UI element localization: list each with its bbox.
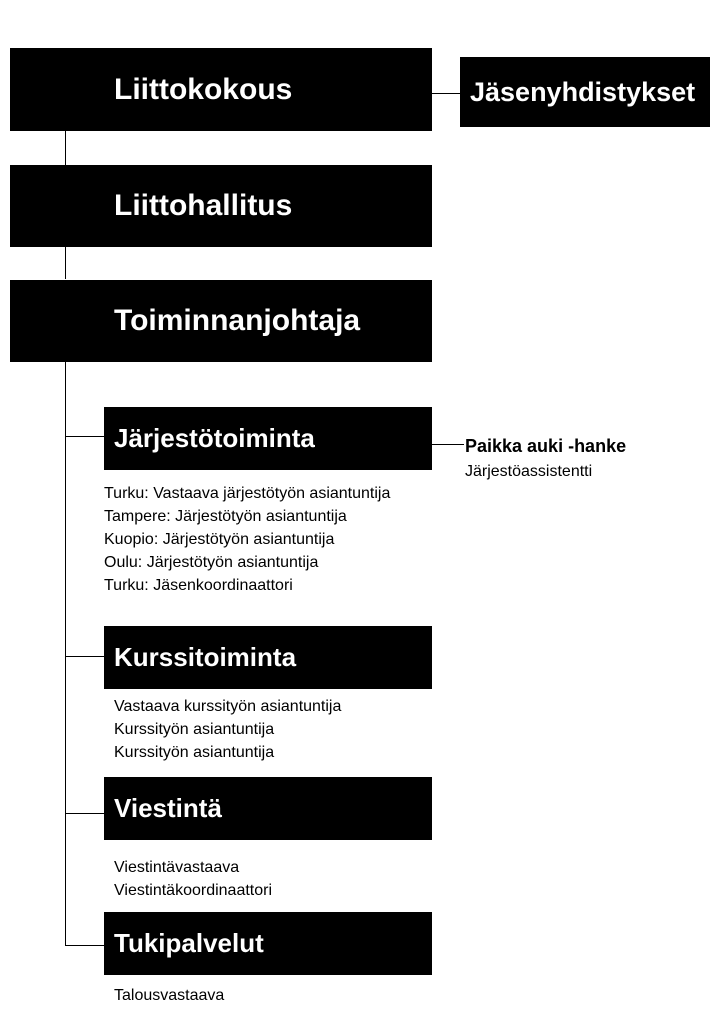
tukipalvelut-box bbox=[104, 912, 432, 975]
connector-tukipalvelut bbox=[65, 945, 104, 946]
kurssitoiminta-box bbox=[104, 626, 432, 689]
staff-item: Turku: Jäsenkoordinaattori bbox=[104, 577, 293, 594]
tukipalvelut-staff-list bbox=[114, 984, 224, 1007]
jarjestotoiminta-staff-list bbox=[104, 482, 390, 597]
kurssitoiminta-staff-list bbox=[114, 695, 341, 764]
jarjestotoiminta-label: Järjestötoiminta bbox=[114, 423, 315, 453]
trunk-line-main bbox=[65, 362, 66, 946]
tukipalvelut-label: Tukipalvelut bbox=[114, 928, 264, 958]
connector-paikka-auki bbox=[432, 444, 464, 445]
staff-item: Viestintäkoordinaattori bbox=[114, 882, 273, 899]
staff-item: Viestintävastaava bbox=[114, 859, 240, 876]
staff-item: Vastaava kurssityön asiantuntija bbox=[114, 698, 342, 715]
connector-kurssitoiminta bbox=[65, 656, 104, 657]
staff-item: Turku: Vastaava järjestötyön asiantuntija bbox=[104, 485, 391, 502]
kurssitoiminta-label: Kurssitoiminta bbox=[114, 642, 297, 672]
jarjestotoiminta-box bbox=[104, 407, 432, 470]
paikka-auki-title: Paikka auki -hanke bbox=[465, 436, 627, 456]
viestinta-label: Viestintä bbox=[114, 793, 222, 823]
jasenyhdistykset-label: Jäsenyhdistykset bbox=[470, 76, 696, 107]
paikka-auki-role: Järjestöassistentti bbox=[465, 463, 593, 480]
liittohallitus-label: Liittohallitus bbox=[114, 189, 293, 222]
staff-item: Tampere: Järjestötyön asiantuntija bbox=[104, 508, 347, 525]
staff-item: Kuopio: Järjestötyön asiantuntija bbox=[104, 531, 335, 548]
toiminnanjohtaja-box bbox=[10, 280, 432, 362]
staff-item: Kurssityön asiantuntija bbox=[114, 721, 275, 738]
viestinta-staff-list bbox=[114, 856, 272, 902]
connector-jasenyhdistykset bbox=[432, 93, 460, 94]
connector-jarjestotoiminta bbox=[65, 436, 104, 437]
staff-item: Kurssityön asiantuntija bbox=[114, 744, 275, 761]
jasenyhdistykset-box bbox=[460, 57, 710, 127]
staff-item: Talousvastaava bbox=[114, 987, 225, 1004]
staff-item: Oulu: Järjestötyön asiantuntija bbox=[104, 554, 319, 571]
liittokokous-box bbox=[10, 48, 432, 131]
liittohallitus-box bbox=[10, 165, 432, 247]
liittokokous-label: Liittokokous bbox=[114, 72, 293, 106]
viestinta-box bbox=[104, 777, 432, 840]
toiminnanjohtaja-label: Toiminnanjohtaja bbox=[114, 304, 361, 337]
connector-viestinta bbox=[65, 813, 104, 814]
